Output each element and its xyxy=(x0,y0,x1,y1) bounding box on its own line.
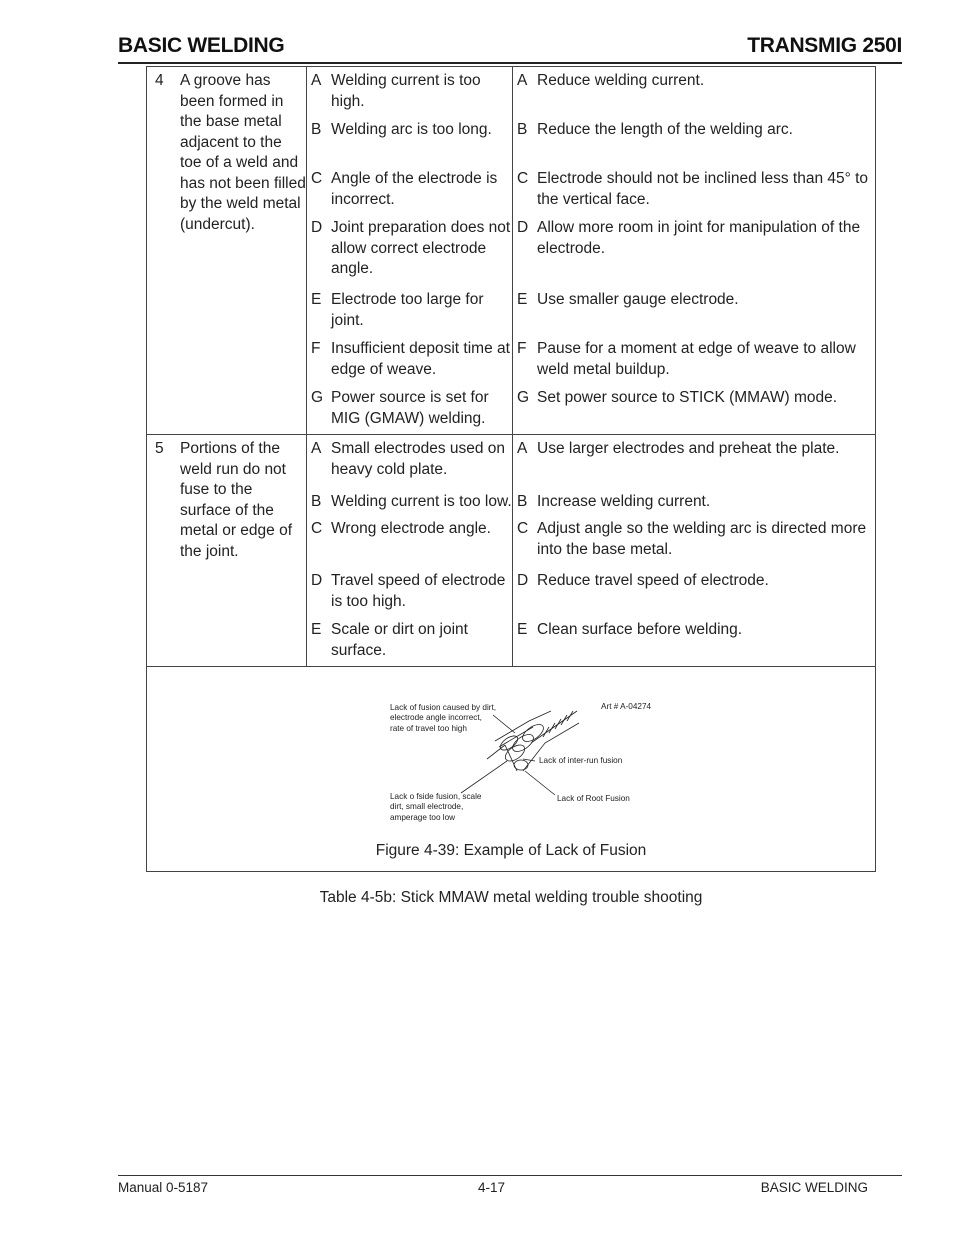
figure-label-dirt-line2: electrode angle incorrect, xyxy=(390,713,482,722)
cause-text: Insufficient deposit time at edge of weave. xyxy=(331,340,510,378)
table-row xyxy=(147,435,876,667)
remedy-text: Adjust angle so the welding arc is directed more into the base metal. xyxy=(537,520,867,558)
cause-letter: F xyxy=(311,340,321,357)
remedy-item xyxy=(517,169,875,218)
remedy-text: Set power source to STICK (MMAW) mode. xyxy=(537,389,838,406)
remedy-item xyxy=(517,71,875,120)
remedy-letter: C xyxy=(517,520,529,537)
remedy-item xyxy=(517,519,875,571)
cause-text: Welding current is too low. xyxy=(331,493,512,510)
cause-letter: E xyxy=(311,291,322,308)
cause-letter: B xyxy=(311,121,322,138)
table-row xyxy=(147,67,876,435)
header-product-title: TRANSMIG 250I xyxy=(747,34,902,57)
remedy-letter: E xyxy=(517,291,528,308)
remedy-letter: G xyxy=(517,389,530,406)
remedy-letter: A xyxy=(517,72,528,89)
figure-label-dirt-line1: Lack of fusion caused by dirt, xyxy=(390,703,497,712)
remedy-item xyxy=(517,218,875,290)
figure-label-dirt-line3: rate of travel too high xyxy=(390,724,467,733)
figure-label-side-line3: amperage too low xyxy=(390,813,456,822)
cause-text: Electrode too large for joint. xyxy=(331,291,484,329)
cause-item xyxy=(311,571,512,620)
cause-item xyxy=(311,388,512,430)
cause-text: Angle of the electrode is incorrect. xyxy=(331,170,498,208)
cause-text: Scale or dirt on joint surface. xyxy=(331,621,468,659)
figure-row xyxy=(147,667,876,872)
cause-letter: D xyxy=(311,572,323,589)
remedy-text: Electrode should not be inclined less than 45° to the vertical face. xyxy=(537,170,869,208)
problem-number: 4 xyxy=(155,72,164,89)
remedy-item xyxy=(517,120,875,169)
cause-letter: C xyxy=(311,520,323,537)
cause-letter: B xyxy=(311,493,322,510)
remedy-item xyxy=(517,492,875,519)
figure-label-root-fusion: Lack of Root Fusion xyxy=(557,794,630,803)
remedy-cell xyxy=(513,67,876,435)
remedy-item xyxy=(517,290,875,339)
cause-letter: A xyxy=(311,72,322,89)
cause-letter: G xyxy=(311,389,324,406)
footer-manual-number: Manual 0-5187 xyxy=(118,1180,209,1195)
cause-text: Joint preparation does not allow correct electrode angle. xyxy=(331,219,511,277)
remedy-item xyxy=(517,620,875,662)
figure-label-side-line1: Lack o fside fusion, scale xyxy=(390,792,482,801)
cause-item xyxy=(311,169,512,218)
header-rule xyxy=(118,62,902,64)
cause-text: Travel speed of electrode is too high. xyxy=(331,572,506,610)
problem-text: A groove has been formed in the base metal adjacent to the toe of a weld and has not been filled by the weld metal (undercut). xyxy=(180,72,306,233)
cause-text: Wrong electrode angle. xyxy=(331,520,491,537)
cause-letter: D xyxy=(311,219,323,236)
problem-cell xyxy=(147,435,307,667)
remedy-letter: B xyxy=(517,493,528,510)
remedy-text: Increase welding current. xyxy=(537,493,711,510)
cause-item xyxy=(311,218,512,290)
figure-cell xyxy=(147,667,876,872)
cause-text: Power source is set for MIG (GMAW) welding. xyxy=(331,389,489,427)
remedy-item xyxy=(517,571,875,620)
cause-letter: A xyxy=(311,440,322,457)
footer-section: BASIC WELDING xyxy=(760,1180,868,1195)
cause-item xyxy=(311,620,512,662)
cause-item xyxy=(311,492,512,519)
figure-label-inter-run: Lack of inter-run fusion xyxy=(539,756,623,765)
cause-text: Small electrodes used on heavy cold plate. xyxy=(331,440,506,478)
remedy-item xyxy=(517,339,875,388)
remedy-text: Reduce the length of the welding arc. xyxy=(537,121,793,138)
remedy-text: Use smaller gauge electrode. xyxy=(537,291,739,308)
figure-art-number: Art # A-04274 xyxy=(601,702,652,711)
remedy-text: Allow more room in joint for manipulation of the electrode. xyxy=(537,219,861,257)
cause-text: Welding current is too high. xyxy=(331,72,481,110)
cause-item xyxy=(311,120,512,169)
weld-joint-drawing xyxy=(461,711,579,795)
remedy-letter: F xyxy=(517,340,527,357)
cause-item xyxy=(311,71,512,120)
table-caption: Table 4-5b: Stick MMAW metal welding trouble shooting xyxy=(319,889,703,906)
figure-caption: Figure 4-39: Example of Lack of Fusion xyxy=(375,842,647,859)
header-section-title: BASIC WELDING xyxy=(118,34,285,57)
cause-cell xyxy=(307,67,513,435)
problem-cell xyxy=(147,67,307,435)
remedy-item xyxy=(517,439,875,492)
problem-number: 5 xyxy=(155,440,164,457)
remedy-letter: E xyxy=(517,621,528,638)
remedy-text: Pause for a moment at edge of weave to allow weld metal buildup. xyxy=(537,340,856,378)
cause-item xyxy=(311,339,512,388)
footer-page-number: 4-17 xyxy=(478,1180,506,1195)
lack-of-fusion-figure xyxy=(383,697,673,827)
footer-rule xyxy=(118,1175,902,1176)
cause-letter: C xyxy=(311,170,323,187)
cause-text: Welding arc is too long. xyxy=(331,121,492,138)
cause-item xyxy=(311,519,512,571)
cause-item xyxy=(311,439,512,492)
remedy-letter: D xyxy=(517,572,529,589)
remedy-letter: B xyxy=(517,121,528,138)
troubleshooting-table xyxy=(146,66,876,872)
remedy-letter: A xyxy=(517,440,528,457)
remedy-item xyxy=(517,388,875,430)
remedy-text: Reduce welding current. xyxy=(537,72,705,89)
remedy-text: Use larger electrodes and preheat the plate. xyxy=(537,440,840,457)
remedy-cell xyxy=(513,435,876,667)
cause-item xyxy=(311,290,512,339)
cause-cell xyxy=(307,435,513,667)
remedy-text: Reduce travel speed of electrode. xyxy=(537,572,769,589)
problem-text: Portions of the weld run do not fuse to the surface of the metal or edge of the joint. xyxy=(180,440,293,560)
remedy-letter: C xyxy=(517,170,529,187)
cause-letter: E xyxy=(311,621,322,638)
figure-label-side-line2: dirt, small electrode, xyxy=(390,802,464,811)
remedy-text: Clean surface before welding. xyxy=(537,621,743,638)
remedy-letter: D xyxy=(517,219,529,236)
